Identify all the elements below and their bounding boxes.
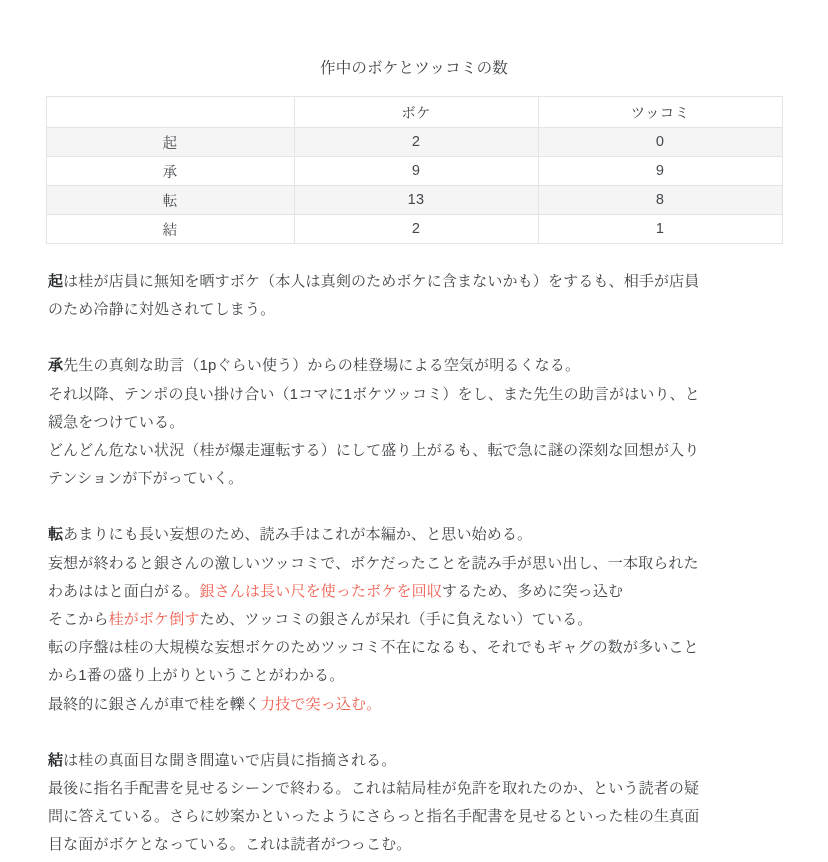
section-marker-ki: 起 <box>48 273 64 290</box>
cell-tsukkomi-shou: 9 <box>538 157 782 186</box>
section-marker-ketsu: 結 <box>48 751 64 769</box>
text-line: テンションが下がっていく。 <box>48 470 244 488</box>
text-line: から1番の盛り上がりということがわかる。 <box>48 667 345 685</box>
text-line: それ以降、テンポの良い掛け合い（1コマに1ボケツッコミ）をし、また先生の助言がはいり、と <box>48 385 700 403</box>
table-body <box>46 128 782 244</box>
table-row <box>46 157 782 186</box>
cell-boke-ketsu: 2 <box>294 215 538 244</box>
text-line <box>48 691 782 719</box>
text-run: は桂の真面目な聞き間違いで店員に指摘される。 <box>63 751 397 769</box>
table-header <box>46 97 782 128</box>
paragraph-ten <box>48 521 782 718</box>
column-header-blank <box>46 97 294 128</box>
highlighted-text: 桂がボケ倒す <box>108 611 200 629</box>
text-line <box>48 521 782 549</box>
cell-tsukkomi-ketsu: 1 <box>538 215 782 244</box>
analysis-body <box>0 244 828 860</box>
table-row <box>46 128 782 157</box>
text-line: 転の序盤は桂の大規模な妄想ボケのためツッコミ不在になるも、それでもギャグの数が多いこと <box>48 639 699 657</box>
table-header-row <box>46 97 782 128</box>
text-run: あまりにも長い妄想のため、読み手はこれが本編か、と思い始める。 <box>63 526 533 544</box>
paragraph-ketsu <box>48 747 782 860</box>
cell-tsukkomi-ki: 0 <box>538 128 782 157</box>
row-label-ketsu: 結 <box>46 215 294 244</box>
text-line <box>48 578 782 606</box>
text-run: わあははと面白がる。 <box>48 582 200 600</box>
table-title: 作中のボケとツッコミの数 <box>320 60 508 77</box>
text-line <box>48 606 782 634</box>
table-row <box>46 186 782 215</box>
table-section <box>0 0 828 244</box>
text-line: 妄想が終わると銀さんの激しいツッコミで、ボケだったことを読み手が思い出し、一本取られた <box>48 554 699 572</box>
text-line <box>48 268 782 296</box>
text-line <box>48 352 782 380</box>
text-line: どんどん危ない状況（桂が爆走運転する）にして盛り上がるも、転で急に謎の深刻な回想が入り <box>48 442 700 460</box>
row-label-shou: 承 <box>46 157 294 186</box>
paragraph-shou <box>48 352 782 493</box>
column-header-tsukkomi: ツッコミ <box>538 97 782 128</box>
text-run: 最終的に銀さんが車で桂を轢く <box>48 695 261 713</box>
text-run: は桂が店員に無知を晒すボケ（本人は真剣のためボケに含まないかも）をするも、相手が店員 <box>63 273 700 290</box>
text-line: のため冷静に対処されてしまう。 <box>48 301 276 319</box>
text-run: ため、ツッコミの銀さんが呆れ（手に負えない）ている。 <box>199 611 593 629</box>
table-row <box>46 215 782 244</box>
text-line: 最後に指名手配書を見せるシーンで終わる。これは結局桂が免許を取れたのか、という読者の疑 <box>48 780 700 798</box>
text-line: 緩急をつけている。 <box>48 413 185 431</box>
section-marker-shou: 承 <box>48 357 64 375</box>
text-run: そこから <box>48 611 109 629</box>
column-header-boke: ボケ <box>294 97 538 128</box>
row-label-ki: 起 <box>46 128 294 157</box>
highlighted-text: 力技で突っ込む。 <box>260 695 382 713</box>
paragraph-ki <box>48 268 782 324</box>
cell-tsukkomi-ten: 8 <box>538 186 782 215</box>
row-label-ten: 転 <box>46 186 294 215</box>
text-line: 目な面がボケとなっている。これは読者がつっこむ。 <box>48 836 412 854</box>
section-marker-ten: 転 <box>48 526 64 544</box>
text-line <box>48 747 782 775</box>
cell-boke-ten: 13 <box>294 186 538 215</box>
boke-tsukkomi-table <box>46 96 783 244</box>
text-run: するため、多めに突っ込む <box>441 582 624 600</box>
cell-boke-shou: 9 <box>294 157 538 186</box>
text-run: 先生の真剣な助言（1pぐらい使う）からの桂登場による空気が明るくなる。 <box>63 357 581 375</box>
cell-boke-ki: 2 <box>294 128 538 157</box>
highlighted-text: 銀さんは長い尺を使ったボケを回収 <box>199 582 442 600</box>
text-line: 問に答えている。さらに妙案かといったようにさらっと指名手配書を見せるといった桂の生真面 <box>48 808 700 826</box>
